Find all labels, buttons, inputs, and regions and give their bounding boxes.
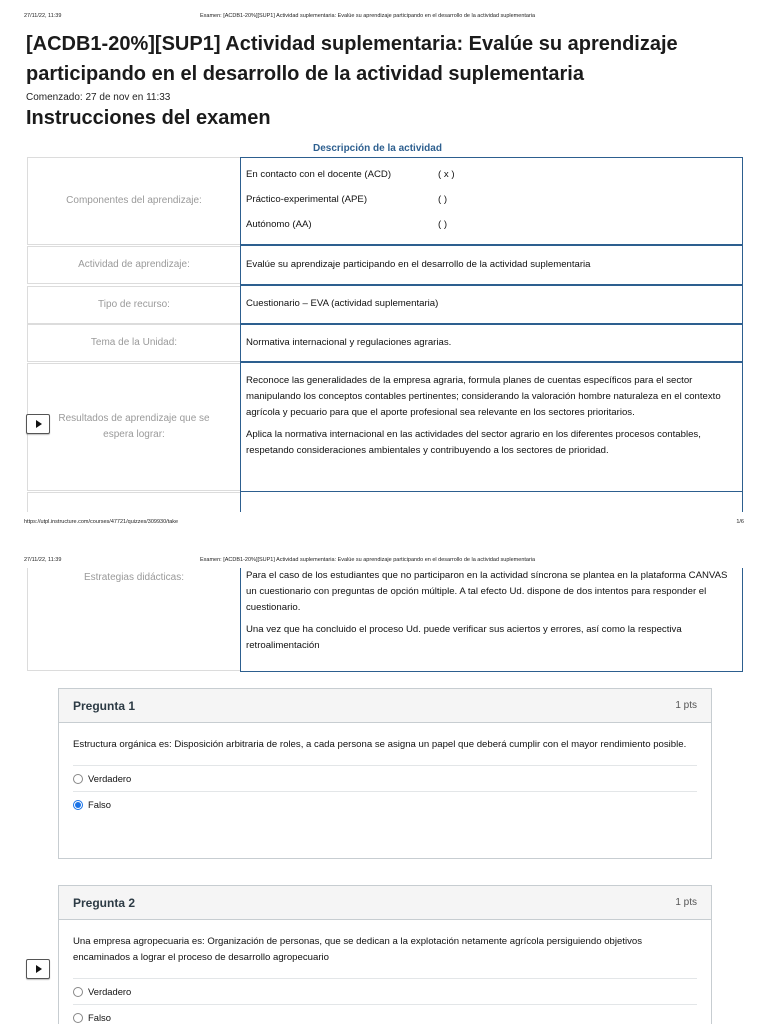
print-date: 27/11/22, 11:39 <box>24 557 62 563</box>
componente-mark: ( ) <box>438 219 448 230</box>
print-date: 27/11/22, 11:39 <box>24 13 62 19</box>
componente-row <box>246 217 737 233</box>
print-page-number: 1/6 <box>736 519 744 525</box>
question-name: Pregunta 2 <box>73 895 136 910</box>
componente-mark: ( ) <box>438 194 448 205</box>
tipo-label: Tipo de recurso: <box>27 286 241 324</box>
answer-label: Falso <box>88 799 111 810</box>
radio-button[interactable] <box>73 987 83 997</box>
question-header <box>59 886 711 920</box>
estrategias-label-top <box>27 492 241 512</box>
componente-mark: ( x ) <box>438 169 455 180</box>
componente-name: Autónomo (AA) <box>246 219 312 230</box>
started-timestamp: Comenzado: 27 de nov en 11:33 <box>26 92 171 103</box>
print-title: Examen: [ACDB1-20%][SUP1] Actividad suplementaria: Evalúe su aprendizaje participando en el desarrollo de la actividad suplementaria <box>200 13 536 19</box>
question-name: Pregunta 1 <box>73 698 136 713</box>
question-card <box>58 885 712 1024</box>
estrategias-value-top <box>240 491 743 512</box>
print-title: Examen: [ACDB1-20%][SUP1] Actividad suplementaria: Evalúe su aprendizaje participando en el desarrollo de la actividad suplementaria <box>200 557 536 563</box>
componente-row <box>246 192 737 208</box>
estrategias-label: Estrategias didácticas: <box>27 568 241 671</box>
question-points: 1 pts <box>675 897 697 908</box>
estrategias-value <box>240 568 743 672</box>
print-url: https://utpl.instructure.com/courses/47721/quizzes/309930/take <box>24 519 179 525</box>
estrategias-paragraph: Para el caso de los estudiantes que no participaron en la actividad síncrona se plantea en la plataforma CANVAS un cuestionario con preguntas de opción múltiple. A tal efecto Ud. dispone de dos intentos para responder el cuestionario. <box>246 570 728 613</box>
play-icon <box>36 420 42 428</box>
print-header <box>24 13 744 23</box>
radio-button[interactable] <box>73 1013 83 1023</box>
radio-button[interactable] <box>73 774 83 784</box>
componentes-label: Componentes del aprendizaje: <box>27 157 241 245</box>
play-button[interactable] <box>26 959 50 979</box>
answer-label: Verdadero <box>88 986 132 997</box>
actividad-value: Evalúe su aprendizaje participando en el desarrollo de la actividad suplementaria <box>240 245 743 285</box>
question-text: Una empresa agropecuaria es: Organización de personas, que se dedican a la explotación netamente agrícola persiguiendo objetivos encaminados a lograr el proceso de desarrollo agropecuario <box>73 936 643 963</box>
resultados-paragraph: Reconoce las generalidades de la empresa agraria, formula planes de cuentas específicos para el sector manipulando los conceptos contables pertinentes; considerando la valoración hombre naturaleza en el contexto agrícola y pecuario para que el aporte profesional sea relevante en los sectores prioritarios. <box>246 375 721 418</box>
play-icon <box>36 965 42 973</box>
resultados-paragraph: Aplica la normativa internacional en las actividades del sector agrario en los diferentes procesos contables, respetando consideraciones ambientales y contribuyendo a los sectores de prioridad. <box>246 429 701 456</box>
print-header <box>24 557 744 567</box>
answer-option[interactable] <box>73 1004 697 1024</box>
tema-value: Normativa internacional y regulaciones agrarias. <box>240 324 743 362</box>
question-card <box>58 688 712 859</box>
answer-list <box>59 753 711 817</box>
answer-list <box>59 966 711 1024</box>
componentes-value <box>240 157 743 245</box>
componente-name: En contacto con el docente (ACD) <box>246 169 392 180</box>
page-title: [ACDB1-20%][SUP1] Actividad suplementaria: Evalúe su aprendizaje participando en el desarrollo de la actividad suplementaria <box>26 33 678 85</box>
actividad-label: Actividad de aprendizaje: <box>27 246 241 284</box>
resultados-value <box>240 362 743 492</box>
instructions-title: Instrucciones del examen <box>26 107 271 129</box>
tipo-value: Cuestionario – EVA (actividad suplementaria) <box>240 285 743 324</box>
answer-label: Falso <box>88 1012 111 1023</box>
question-header <box>59 689 711 723</box>
estrategias-paragraph: Una vez que ha concluido el proceso Ud. puede verificar sus aciertos y errores, así como la respectiva retroalimentación <box>246 624 682 651</box>
answer-option[interactable] <box>73 791 697 817</box>
play-button[interactable] <box>26 414 50 434</box>
radio-button-selected[interactable] <box>73 800 83 810</box>
answer-option[interactable] <box>73 978 697 1004</box>
resultados-label: Resultados de aprendizaje que se espera lograr: <box>27 363 241 491</box>
question-points: 1 pts <box>675 700 697 711</box>
description-caption: Descripción de la actividad <box>313 143 442 154</box>
question-text: Estructura orgánica es: Disposición arbitraria de roles, a cada persona se asigna un papel que deberá cumplir con el mayor rendimiento posible. <box>73 739 687 750</box>
componente-row <box>246 167 737 183</box>
componente-name: Práctico-experimental (APE) <box>246 194 368 205</box>
answer-option[interactable] <box>73 765 697 791</box>
tema-label: Tema de la Unidad: <box>27 324 241 362</box>
answer-label: Verdadero <box>88 773 132 784</box>
